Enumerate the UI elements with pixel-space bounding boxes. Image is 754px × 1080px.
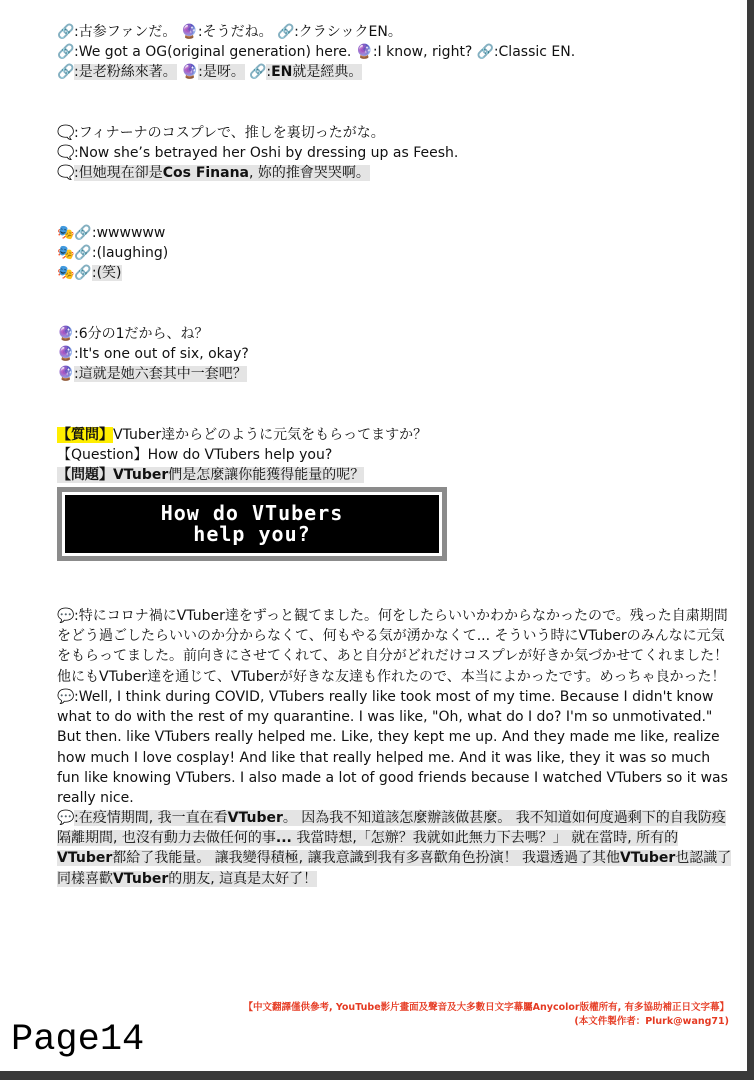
link-icon: 🔗 <box>57 24 75 40</box>
dialogue-line-zh: 🔮:這就是她六套其中一套吧？ <box>57 366 247 382</box>
copyright-notice: 【中文翻譯僅供參考, YouTube影片畫面及聲音及大多數日文字幕屬Anycolor版權所有, 有多協助補正日文字幕】 <box>243 1002 729 1013</box>
question-banner-image <box>57 487 447 561</box>
banner-text: How do VTubers help you? <box>160 501 344 546</box>
performing-arts-link-icon: 🎭🔗 <box>57 245 92 261</box>
answer-zh: 💬:在疫情期間, 我一直在看VTuber。 因為我不知道該怎麼辦該做甚麼。 我不知道如何度過剩下的自我防疫隔離期間, 也沒有動力去做任何的事... 我當時想,「怎辦？我就如此無力下去嗎？」 就在當時, 所有的VTuber都給了我能量。 讓我變得積極, 讓我意識到我有多喜歡角色扮演！ 我還透過了其他VTuber也認識了同樣喜歡VTuber的朋友, 這真是太好了！ <box>57 810 732 887</box>
link-icon: 🔗 <box>249 64 267 80</box>
crystal-ball-icon: 🔮 <box>57 326 75 342</box>
page-number: Page14 <box>11 1019 145 1061</box>
dialogue-line-en: 🔮:It's one out of six, okay? <box>57 346 249 362</box>
performing-arts-link-icon: 🎭🔗 <box>57 265 92 281</box>
link-icon: 🔗 <box>57 64 75 80</box>
crystal-ball-icon: 🔮 <box>181 64 199 80</box>
link-icon: 🔗 <box>476 44 495 60</box>
question-en: 【Question】How do VTubers help you? <box>57 447 333 463</box>
speech-bubble-icon: 🗨️ <box>57 165 75 181</box>
dialogue-line-zh: 🗨️:但她現在卻是Cos Finana, 妳的推會哭哭啊。 <box>57 165 370 181</box>
speech-bubble-icon: 💬 <box>57 689 75 705</box>
dialogue-line-jp: 🗨️:フィナーナのコスプレで、推しを裏切ったがな。 <box>57 125 385 141</box>
dialogue-line-zh: 🔗:是老粉絲來著。 🔮:是呀。 🔗:EN就是經典。 <box>57 64 363 80</box>
dialogue-line-en: 🎭🔗:(laughing) <box>57 245 169 261</box>
question-jp: 【質問】VTuber達からどのように元気をもらってますか？ <box>57 427 428 443</box>
dialogue-line-en: 🗨️:Now she’s betrayed her Oshi by dressing up as Feesh. <box>57 145 459 161</box>
speech-bubble-icon: 💬 <box>57 810 75 826</box>
speech-bubble-icon: 💬 <box>57 608 75 624</box>
crystal-ball-icon: 🔮 <box>57 366 75 382</box>
speech-bubble-icon: 🗨️ <box>57 125 75 141</box>
dialogue-line-en: 🔗:We got a OG(original generation) here. 🔮:I know, right? 🔗:Classic EN. <box>57 44 576 60</box>
answer-en: 💬:Well, I think during COVID, VTubers really like took most of my time. Because I didn't know what to do with the rest of my quarantine. I was like, "Oh, what do I do? I'm so unmotivated." But then. like VTubers really helped me. Like, they kept me up. And they made me like, realize how much I love cosplay! And like that really helped me. And it was like, they it was so much fun like knowing VTubers. I also made a lot of good friends because I watched VTubers so it was really nice. <box>57 689 728 807</box>
author-credit: (本文件製作者：Plurk@wang71) <box>574 1016 729 1027</box>
dialogue-line-zh: 🎭🔗:(笑) <box>57 265 122 281</box>
answer-jp: 💬:特にコロナ禍にVTuber達をずっと観てました。何をしたらいいかわからなかったので。残った自粛期間をどう過ごしたらいいのか分からなくて、何もやる気が湧かなくて... そういう時にVTuberのみんなに元気をもらってました。前向きにさせてくれて、あと自分がどれだけコスプレが好きか気づかせてくれました！ 他にもVTuber達を通じて、VTuberが好きな友達も作れたので、本当によかったです。めっちゃ良かった！ <box>57 608 729 685</box>
speech-bubble-icon: 🗨️ <box>57 145 75 161</box>
performing-arts-link-icon: 🎭🔗 <box>57 225 92 241</box>
dialogue-line-jp: 🔮:6分の1だから、ね？ <box>57 326 209 342</box>
link-icon: 🔗 <box>57 44 75 60</box>
link-icon: 🔗 <box>277 24 295 40</box>
crystal-ball-icon: 🔮 <box>180 24 199 40</box>
crystal-ball-icon: 🔮 <box>355 44 374 60</box>
crystal-ball-icon: 🔮 <box>57 346 75 362</box>
dialogue-line-jp: 🔗:古参ファンだ。 🔮:そうだね。 🔗:クラシックEN。 <box>57 24 402 40</box>
question-zh: 【問題】VTuber們是怎麼讓你能獲得能量的呢？ <box>57 467 365 483</box>
dialogue-line-jp: 🎭🔗:wwwwww <box>57 225 166 241</box>
